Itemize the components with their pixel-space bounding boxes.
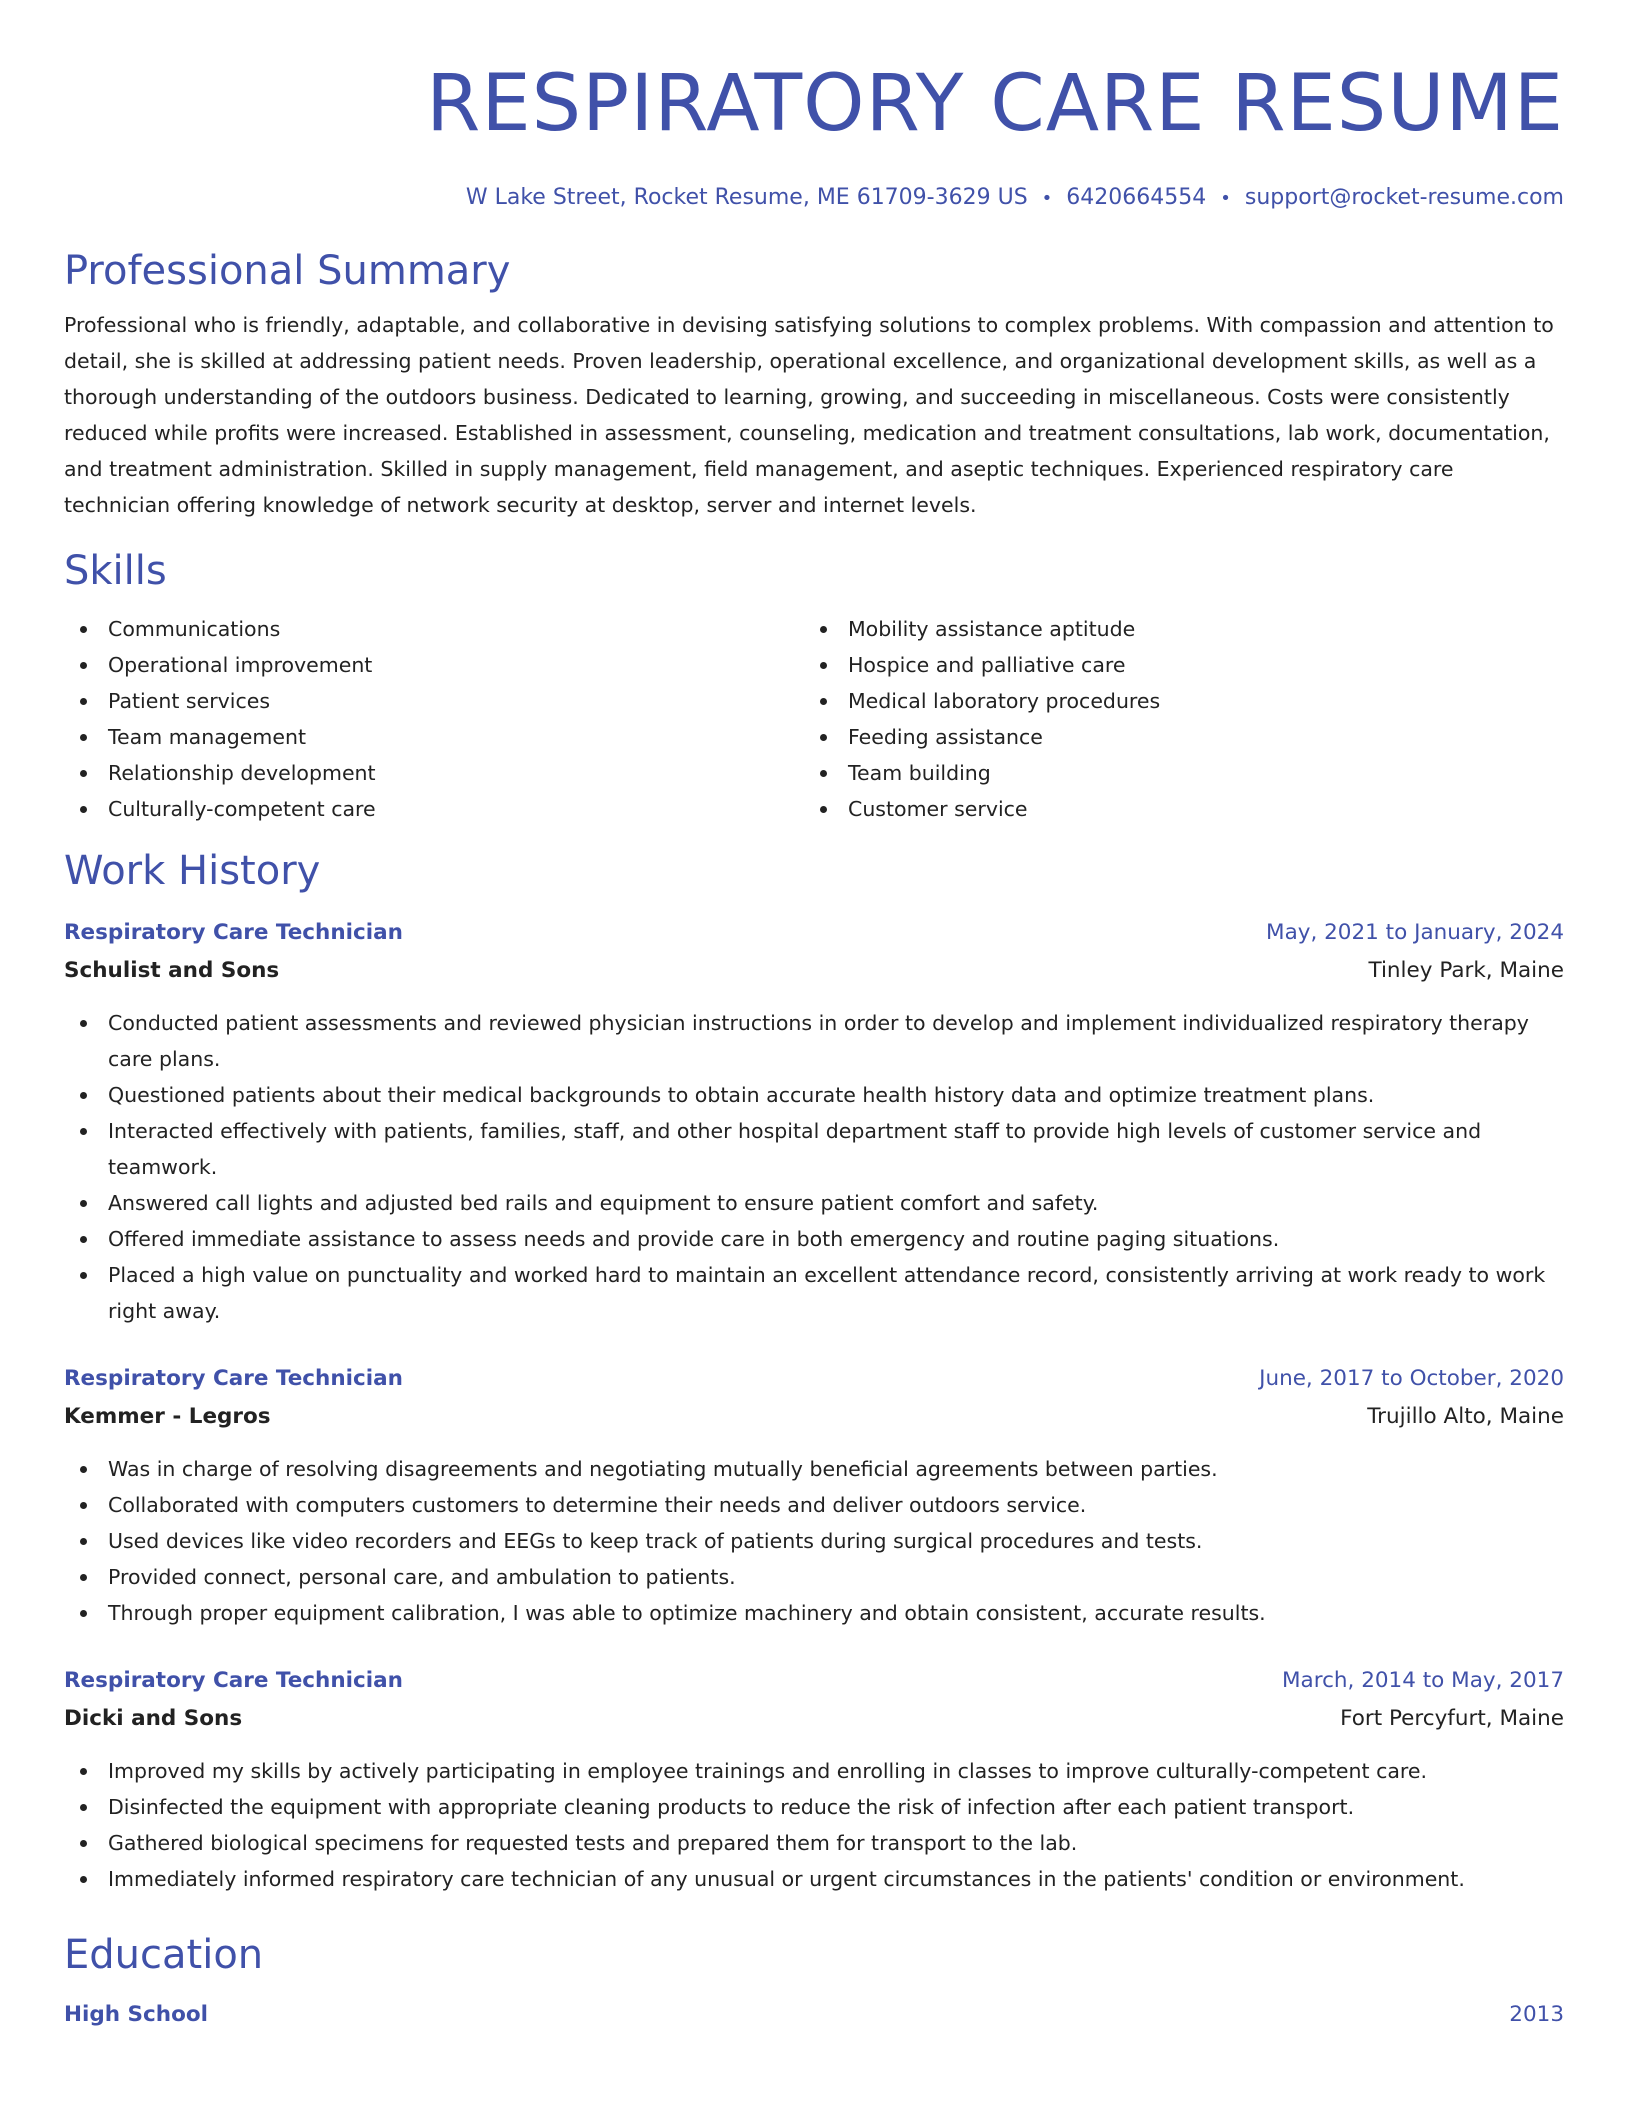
job-entry <box>64 1361 1564 1631</box>
job-title: Respiratory Care Technician <box>64 920 403 945</box>
job-dates: March, 2014 to May, 2017 <box>1281 1668 1564 1693</box>
job-header-row <box>64 1663 1564 1699</box>
job-bullet: Gathered biological specimens for requested tests and prepared them for transport to the lab. <box>64 1825 1564 1861</box>
job-bullet: Offered immediate assistance to assess needs and provide care in both emergency and routine paging situations. <box>64 1221 1564 1257</box>
skills-heading: Skills <box>64 548 167 594</box>
education-entry <box>64 1997 1564 2033</box>
job-location: Tinley Park, Maine <box>1368 958 1564 983</box>
skill-item: Feeding assistance <box>804 719 1544 755</box>
job-company: Kemmer - Legros <box>64 1404 271 1429</box>
skill-item: Customer service <box>804 791 1544 827</box>
job-company-row <box>64 1397 1564 1437</box>
job-company: Schulist and Sons <box>64 958 280 983</box>
skill-item: Operational improvement <box>64 647 804 683</box>
job-bullet: Collaborated with computers customers to determine their needs and deliver outdoors service. <box>64 1487 1564 1523</box>
education-heading: Education <box>64 1932 264 1978</box>
education-degree: High School <box>64 2002 208 2027</box>
job-title: Respiratory Care Technician <box>64 1366 403 1391</box>
job-bullet: Disinfected the equipment with appropriate cleaning products to reduce the risk of infection after each patient transport. <box>64 1789 1564 1825</box>
job-company: Dicki and Sons <box>64 1706 243 1731</box>
summary-text: Professional who is friendly, adaptable, and collaborative in devising satisfying solutions to complex problems. With compassion and attention to detail, she is skilled at addressing patient needs. Proven leadership, operational excellence, and organizational development skills, as well as a thorough understanding of the outdoors business. Dedicated to learning, growing, and succeeding in miscellaneous. Costs were consistently reduced while profits were increased. Established in assessment, counseling, medication and treatment consultations, lab work, documentation, and treatment administration. Skilled in supply management, field management, and aseptic techniques. Experienced respiratory care technician offering knowledge of network security at desktop, server and internet levels. <box>64 313 1554 517</box>
work-history-section <box>64 845 1564 1897</box>
contact-line <box>64 182 1564 215</box>
resume-title: RESPIRATORY CARE RESUME <box>426 59 1564 149</box>
contact-email[interactable]: support@rocket-resume.com <box>1244 185 1564 210</box>
job-bullet: Was in charge of resolving disagreements and negotiating mutually beneficial agreements between parties. <box>64 1451 1564 1487</box>
job-bullet: Through proper equipment calibration, I was able to optimize machinery and obtain consistent, accurate results. <box>64 1595 1564 1631</box>
skill-item: Relationship development <box>64 755 804 791</box>
job-entry <box>64 915 1564 1329</box>
skills-column-right <box>804 611 1544 827</box>
job-location: Trujillo Alto, Maine <box>1367 1404 1564 1429</box>
job-bullet: Used devices like video recorders and EEGs to keep track of patients during surgical procedures and tests. <box>64 1523 1564 1559</box>
job-bullet: Improved my skills by actively participating in employee trainings and enrolling in classes to improve culturally-competent care. <box>64 1753 1564 1789</box>
job-bullet: Questioned patients about their medical backgrounds to obtain accurate health history data and optimize treatment plans. <box>64 1077 1564 1113</box>
skills-list <box>64 611 1564 827</box>
skill-item: Team management <box>64 719 804 755</box>
skills-column-left <box>64 611 804 827</box>
job-bullets <box>64 1005 1564 1329</box>
resume-header <box>64 52 1564 215</box>
skill-item: Hospice and palliative care <box>804 647 1544 683</box>
skill-item: Medical laboratory procedures <box>804 683 1544 719</box>
resume-page <box>64 0 1564 2033</box>
skills-section <box>64 545 1564 827</box>
work-history-heading: Work History <box>64 848 321 894</box>
skill-item: Patient services <box>64 683 804 719</box>
job-header-row <box>64 1361 1564 1397</box>
job-title: Respiratory Care Technician <box>64 1668 403 1693</box>
skill-item: Communications <box>64 611 804 647</box>
education-year: 2013 <box>1509 2002 1564 2027</box>
job-bullet: Answered call lights and adjusted bed rails and equipment to ensure patient comfort and safety. <box>64 1185 1564 1221</box>
job-bullets <box>64 1451 1564 1631</box>
summary-section <box>64 245 1564 523</box>
education-section <box>64 1929 1564 2033</box>
job-company-row <box>64 951 1564 991</box>
job-company-row <box>64 1699 1564 1739</box>
job-bullet: Placed a high value on punctuality and worked hard to maintain an excellent attendance record, consistently arriving at work ready to work right away. <box>64 1257 1564 1329</box>
contact-address: W Lake Street, Rocket Resume, ME 61709-3629 US <box>465 185 1028 210</box>
job-dates: June, 2017 to October, 2020 <box>1259 1366 1564 1391</box>
contact-separator: • <box>1220 188 1231 209</box>
job-location: Fort Percyfurt, Maine <box>1340 1706 1564 1731</box>
contact-phone: 6420664554 <box>1066 185 1207 210</box>
job-bullet: Conducted patient assessments and reviewed physician instructions in order to develop and implement individualized respiratory therapy care plans. <box>64 1005 1564 1077</box>
job-entry <box>64 1663 1564 1897</box>
summary-heading: Professional Summary <box>64 248 511 294</box>
job-bullet: Immediately informed respiratory care technician of any unusual or urgent circumstances in the patients' condition or environment. <box>64 1861 1564 1897</box>
job-header-row <box>64 915 1564 951</box>
contact-separator: • <box>1041 188 1053 209</box>
job-dates: May, 2021 to January, 2024 <box>1266 920 1564 945</box>
skill-item: Team building <box>804 755 1544 791</box>
job-bullets <box>64 1753 1564 1897</box>
skill-item: Culturally-competent care <box>64 791 804 827</box>
job-bullet: Interacted effectively with patients, families, staff, and other hospital department staff to provide high levels of customer service and teamwork. <box>64 1113 1564 1185</box>
job-bullet: Provided connect, personal care, and ambulation to patients. <box>64 1559 1564 1595</box>
skill-item: Mobility assistance aptitude <box>804 611 1544 647</box>
